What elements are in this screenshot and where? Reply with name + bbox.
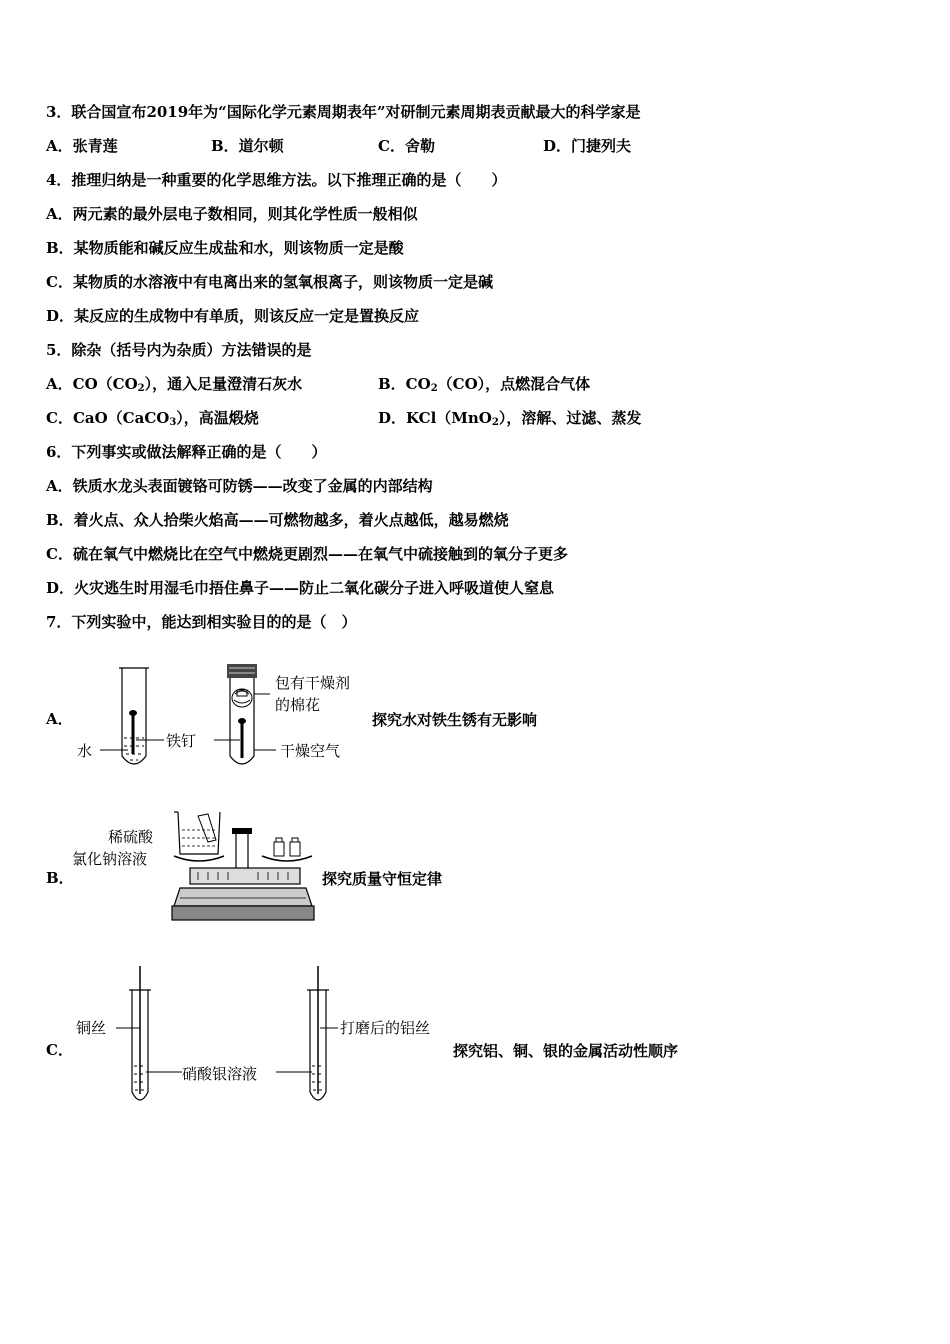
q5-option-c: C．CaO（CaCO$_3$），高温煅烧: [46, 409, 259, 428]
label-iron-nail: 铁钉: [166, 732, 197, 750]
q7-a-caption: 探究水对铁生锈有无影响: [372, 711, 538, 729]
label-sodium-chloride-solution: 氯化钠溶液: [72, 850, 148, 868]
balance-base: [174, 888, 312, 906]
question-3-stem: 3．联合国宣布2019年为“国际化学元素周期表年”对研制元素周期表贡献最大的科学家是: [46, 103, 641, 121]
q3-option-c: C．舍勒: [378, 137, 435, 155]
q6-option-a: A．铁质水龙头表面镀铬可防锈——改变了金属的内部结构: [46, 477, 433, 495]
q4-option-d: D．某反应的生成物中有单质，则该反应一定是置换反应: [46, 307, 420, 325]
rubber-stopper: [227, 664, 257, 678]
q3-option-b: B．道尔顿: [211, 137, 284, 155]
question-5-stem: 5．除杂（括号内为杂质）方法错误的是: [46, 341, 312, 359]
q5-option-a: A．$CO(CO_2)$，通入足量澄清石灰水: [46, 375, 303, 394]
q6-option-d: D．火灾逃生时用湿毛巾捂住鼻子——防止二氧化碳分子进入呼吸道使人窒息: [46, 579, 555, 597]
label-cotton-line1: 包有干燥剂: [275, 674, 351, 692]
q6-option-b: B．着火点、众人拾柴火焰高——可燃物越多，着火点越低，越易燃烧: [46, 511, 509, 529]
label-dilute-sulfuric-acid: 稀硫酸: [108, 828, 154, 846]
label-water: 水: [77, 742, 93, 760]
q7-b-caption: 探究质量守恒定律: [322, 870, 443, 888]
label-dry-air: 干燥空气: [280, 742, 341, 760]
iron-nail-1: [129, 710, 137, 754]
q7-c-caption: 探究铝、铜、银的金属活动性顺序: [453, 1042, 679, 1060]
q6-option-c: C．硫在氧气中燃烧比在空气中燃烧更剧烈——在氧气中硫接触到的氧分子更多: [46, 545, 568, 563]
q4-option-a: A．两元素的最外层电子数相同，则其化学性质一般相似: [46, 205, 418, 223]
question-7-stem: 7．下列实验中，能达到相实验目的的是（ ）: [46, 613, 357, 631]
q4-option-c: C．某物质的水溶液中有电离出来的氢氧根离子，则该物质一定是碱: [46, 273, 493, 291]
label-polished-aluminum-wire: 打磨后的铝丝: [340, 1019, 431, 1037]
label-cotton-line2: 的棉花: [275, 696, 321, 714]
metal-activity-figure: [70, 962, 350, 1112]
balance-experiment-figure: [170, 806, 315, 924]
q3-option-a: A．张青莲: [46, 137, 118, 155]
q5-option-b: B．$CO_2(CO)$，点燃混合气体: [378, 375, 591, 394]
q4-option-b: B．某物质能和碱反应生成盐和水，则该物质一定是酸: [46, 239, 404, 257]
label-copper-wire: 铜丝: [76, 1019, 107, 1037]
cotton-with-desiccant: [232, 689, 252, 707]
balance-beam: [190, 868, 300, 884]
question-6-stem: 6．下列事实或做法解释正确的是（ ）: [46, 443, 327, 461]
q7-option-a-letter: A．: [46, 710, 73, 728]
label-silver-nitrate-solution: 硝酸银溶液: [182, 1065, 258, 1083]
q7-option-b-letter: B．: [46, 869, 74, 887]
weights: [274, 838, 300, 856]
q3-option-d: D．门捷列夫: [543, 137, 632, 155]
question-4-stem: 4．推理归纳是一种重要的化学思维方法。以下推理正确的是（ ）: [46, 171, 507, 189]
beaker: [174, 812, 220, 854]
q5-option-d: D．KCl（MnO$_2$），溶解、过滤、蒸发: [378, 409, 642, 428]
q7-option-c-letter: C．: [46, 1041, 73, 1059]
iron-nail-2: [238, 718, 246, 758]
